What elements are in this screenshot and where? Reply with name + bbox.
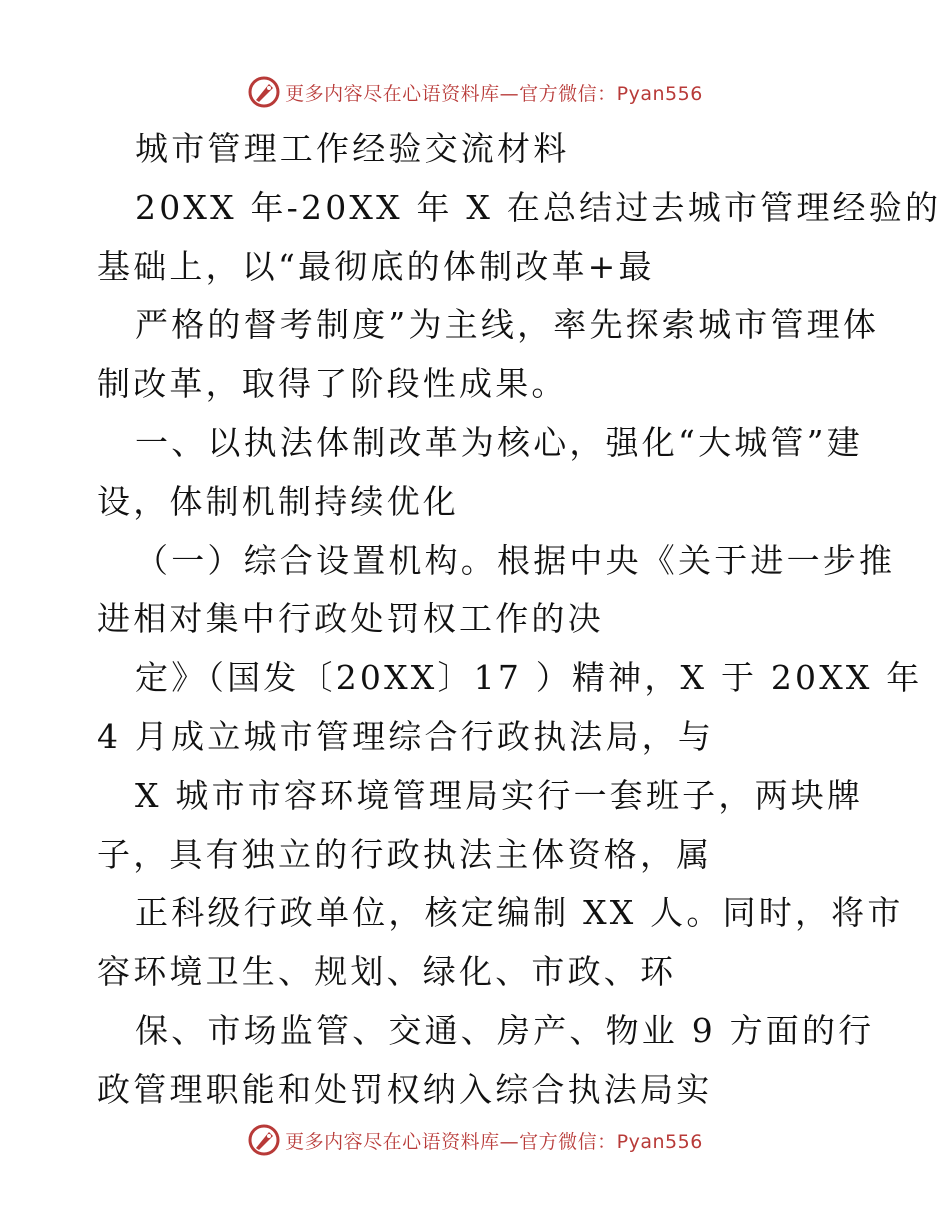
watermark-footer <box>0 1120 950 1160</box>
text-line: 政管理职能和处罚权纳入综合执法局实 <box>97 1069 713 1109</box>
text-line: 严格的督考制度”为主线，率先探索城市管理体 <box>135 305 880 345</box>
text-line: （一）综合设置机构。根据中央《关于进一步推 <box>135 540 896 580</box>
pen-nib-logo-icon <box>247 75 281 109</box>
text-line: 一、以执法体制改革为核心，强化“大城管”建 <box>135 422 863 462</box>
text-line: 设，体制机制持续优化 <box>97 481 459 521</box>
text-line: 4 月成立城市管理综合行政执法局，与 <box>97 716 715 756</box>
text-line: 容环境卫生、规划、绿化、市政、环 <box>97 952 677 992</box>
watermark-text: 更多内容尽在心语资料库—官方微信：Pyan556 <box>285 82 703 105</box>
text-line: 基础上，以“最彻底的体制改革+最 <box>97 246 655 286</box>
pen-nib-logo-icon <box>247 1123 281 1157</box>
text-line: 进相对集中行政处罚权工作的决 <box>97 599 604 639</box>
text-line: 定》（国发〔20XX〕17 ）精神，X 于 20XX 年 <box>135 658 923 698</box>
text-line: X 城市市容环境管理局实行一套班子，两块牌 <box>135 775 864 815</box>
text-line: 城市管理工作经验交流材料 <box>135 129 570 168</box>
watermark-header <box>0 72 950 112</box>
document-body <box>97 120 942 1120</box>
text-line: 子，具有独立的行政执法主体资格，属 <box>97 834 713 874</box>
text-line: 20XX 年-20XX 年 X 在总结过去城市管理经验的 <box>135 187 942 227</box>
watermark-text: 更多内容尽在心语资料库—官方微信：Pyan556 <box>285 1130 703 1153</box>
text-line: 正科级行政单位，核定编制 XX 人。同时，将市 <box>135 893 904 933</box>
text-line: 制改革，取得了阶段性成果。 <box>97 364 568 404</box>
text-line: 保、市场监管、交通、房产、物业 9 方面的行 <box>135 1010 875 1050</box>
